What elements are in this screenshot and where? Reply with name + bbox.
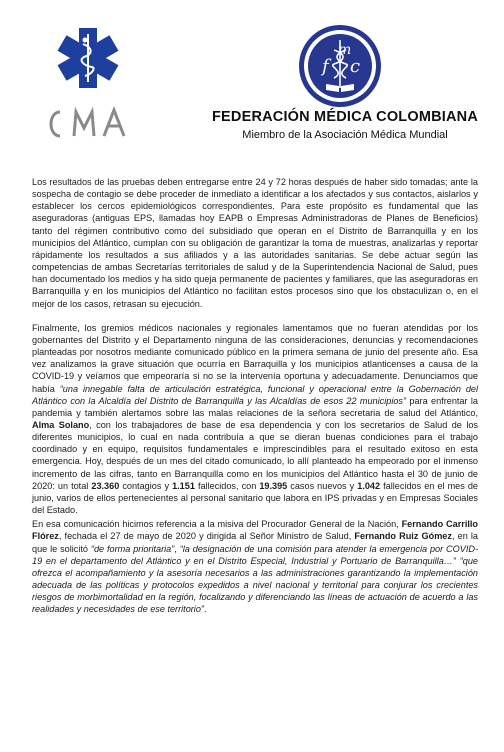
p2-quote: “una innegable falta de articulación estratégica, funcional y operacional entre la Gobernación del Atlántico con la Alcaldía del Distrito de Barranquilla y las Alcaldías de esos 22 municipios” [32, 383, 478, 406]
p2-text-e: fallecidos, con [194, 480, 260, 491]
svg-text:c: c [350, 56, 361, 77]
p2-text-f: casos nuevos y [287, 480, 358, 491]
p3-name-2: Fernando Ruiz Gómez [354, 531, 452, 542]
letter-body [32, 176, 478, 615]
cma-logo [40, 20, 136, 140]
p3-text-d: , [174, 543, 180, 554]
paragraph-3 [32, 518, 478, 615]
p3-name-1: Fernando Carrillo Flórez [32, 519, 478, 542]
p2-name: Alma Solano [32, 419, 90, 430]
p3-text-a: En esa comunicación hicimos referencia a la misiva del Procurador General de la Nación, [32, 519, 402, 530]
n-fallecidos: 1.151 [172, 480, 195, 491]
svg-text:f: f [322, 56, 329, 77]
n-fallecidos-mes: 1.042 [357, 480, 381, 491]
p2-text-a: Finalmente, los gremios médicos nacionales y regionales lamentamos que no fueran atendidas por los gobernantes del Distrito y el Departamento ninguna de las consideraciones, denuncias y recomendaciones planteadas por nosotros mediante comunicado público en la primera semana de junio del presente año. Esa vez analizamos la grave situación que ocurría en Barraquilla y los municipios atlanticenses a causa de la COVID-19 y veíamos que empeoraría si no se la intervenía oportuna y adecuadamente. Denunciamos que había [32, 322, 478, 394]
n-contagios: 23.360 [91, 480, 120, 491]
p3-text-c: , en la que le solicitó [32, 531, 479, 554]
paragraph-1: Los resultados de las pruebas deben entregarse entre 24 y 72 horas después de haber sido tomadas; ante la sospecha de contagio se debe proceder de inmediato a identificar a los afectados y sus contactos, aislarlos y establecer los cercos epidemiológicos correspondientes. Para este propósito es fundamental que las aseguradoras (antiguas EPS, llamadas hoy EAPB o Empresas Administradoras de Planes de Beneficios) tanto del régimen contributivo como del subsidiado que operan en el Distrito de Barranquilla y en los municipios del Atlántico, cumplan con su obligación de garantizar la toma de muestras, analizarlas y reportar rápidamente los resultados a sus afiliados y a las autoridades sanitarias. Se debe actuar según las competencias de ambas Secretarías territoriales de salud y de la Superintendencia Nacional de Salud, pues han documentado los medios y ha sido queja permanente de pacientes y familiares, que las aseguradoras en Barranquilla y en los municipios del Atlántico no facilitan estos procesos sino que los obstaculizan o, en el mejor de los casos, retrasan su ejecución. [32, 177, 478, 309]
p2-text-b: para enfrentar la pandemia y también alertamos sobre las malas relaciones de la señora secretaria de salud del Atlántico, [32, 395, 478, 418]
p3-text-b: , fechada el 27 de mayo de 2020 y dirigida al Señor Ministro de Salud, [58, 531, 355, 542]
svg-text:m: m [338, 42, 352, 58]
fmc-logo [298, 22, 382, 110]
p2-text-d: contagios y [119, 480, 173, 491]
paragraph-2 [32, 322, 478, 517]
p2-text-c: , con los trabajadores de base de esa dependencia y con los secretarios de Salud de los diferentes municipios, lo cual en nada contribuía a que se dieran buenas condiciones para el trabajo coordinado y en equipo, requisitos fundamentales e imprescindibles para el resultado exitoso en esta emergencia. Hoy, después de un mes del citado comunicado, lo allí planteado ha empeorado por el inmenso incremento de las cifras, tanto en Barranquilla como en los municipios del Atlántico hasta el 30 de junio de 2020: un total [32, 419, 478, 491]
federation-subtitle: Miembro de la Asociación Médica Mundial [242, 129, 448, 141]
p2-text-g: fallecidos en el mes de junio, varios de ellos pertenecientes al personal sanitario que labora en IPS privadas y en Empresas Sociales del Estado. [32, 480, 478, 516]
p3-quote-1: “de forma prioritaria” [90, 543, 175, 554]
svg-text:CMA: CMA [40, 20, 43, 21]
p3-text-f: . [203, 604, 207, 615]
star-of-life-icon [58, 28, 119, 88]
letterhead [0, 0, 504, 150]
p3-quote-2: “la designación de una comisión para atender la emergencia por COVID-19 en el departamento del Atlántico y en el Distrito Especial, Industrial y Portuario de Barranquilla…” [32, 543, 478, 566]
cma-letters [51, 110, 124, 136]
n-casos: 19.395 [259, 480, 288, 491]
federation-name: FEDERACIÓN MÉDICA COLOMBIANA [211, 109, 479, 125]
p3-quote-3: “que ofrezca el acompañamiento y la asesoría necesarios a las administraciones garantizando la implementación adecuada de las políticas y protocolos expedidos a nivel nacional y territorial para conjurar los crecientes riesgos de morbimortalidad en la región, focalizando y diferenciando las líneas de actuación de acuerdo a las realidades y necesidades de ese territorio” [32, 555, 478, 615]
